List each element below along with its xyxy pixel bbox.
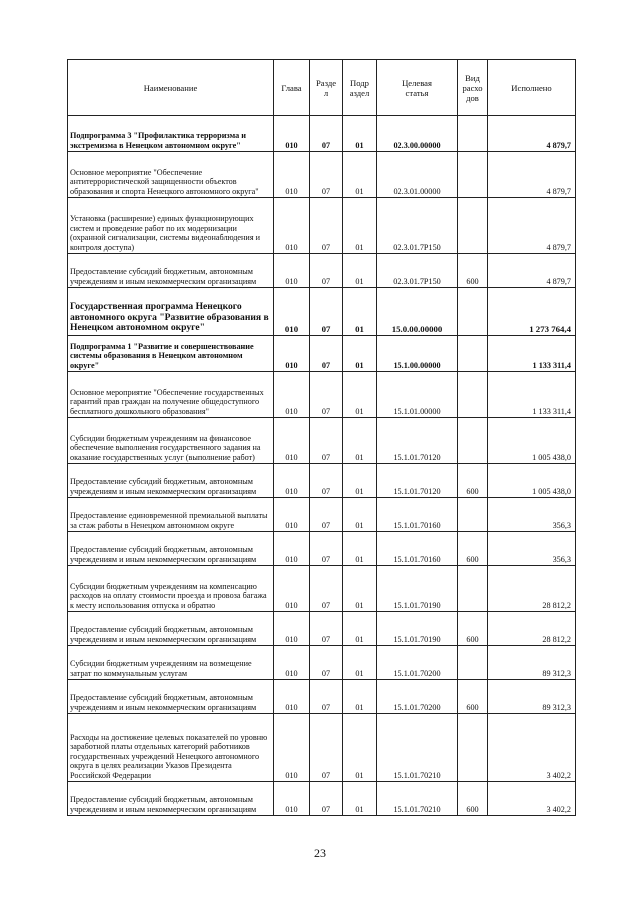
row-vid-raskhodov: 600 xyxy=(458,254,488,288)
row-podrazdel: 01 xyxy=(343,152,377,198)
row-razdel: 07 xyxy=(310,498,343,532)
row-name: Предоставление субсидий бюджетным, автономным учреждениям и иным некоммерческим организациям xyxy=(68,464,274,498)
row-glava: 010 xyxy=(274,288,310,336)
row-razdel: 07 xyxy=(310,612,343,646)
row-name: Предоставление субсидий бюджетным, автономным учреждениям и иным некоммерческим организациям xyxy=(68,254,274,288)
row-glava: 010 xyxy=(274,714,310,782)
row-glava: 010 xyxy=(274,680,310,714)
row-tselevaya-statya: 15.0.00.00000 xyxy=(377,288,458,336)
row-vid-raskhodov xyxy=(458,288,488,336)
row-vid-raskhodov xyxy=(458,498,488,532)
header-ispolneno: Исполнено xyxy=(488,60,576,116)
row-ispolneno: 3 402,2 xyxy=(488,714,576,782)
table-row xyxy=(68,372,576,418)
table-header-row xyxy=(68,60,576,116)
row-glava: 010 xyxy=(274,612,310,646)
row-vid-raskhodov xyxy=(458,714,488,782)
page-number: 23 xyxy=(314,846,326,860)
row-ispolneno: 3 402,2 xyxy=(488,782,576,816)
row-razdel: 07 xyxy=(310,288,343,336)
row-podrazdel: 01 xyxy=(343,288,377,336)
table-row xyxy=(68,288,576,336)
row-ispolneno: 1 005 438,0 xyxy=(488,464,576,498)
table-row xyxy=(68,254,576,288)
row-podrazdel: 01 xyxy=(343,254,377,288)
row-razdel: 07 xyxy=(310,198,343,254)
row-vid-raskhodov: 600 xyxy=(458,782,488,816)
table-body xyxy=(68,116,576,816)
row-ispolneno: 89 312,3 xyxy=(488,680,576,714)
row-vid-raskhodov xyxy=(458,646,488,680)
header-glava: Глава xyxy=(274,60,310,116)
row-podrazdel: 01 xyxy=(343,418,377,464)
row-ispolneno: 1 005 438,0 xyxy=(488,418,576,464)
row-razdel: 07 xyxy=(310,566,343,612)
row-name: Предоставление субсидий бюджетным, автономным учреждениям и иным некоммерческим организациям xyxy=(68,612,274,646)
row-tselevaya-statya: 02.3.01.00000 xyxy=(377,152,458,198)
row-name: Государственная программа Ненецкого автономного округа "Развитие образования в Ненецком автономном округе" xyxy=(68,288,274,336)
row-podrazdel: 01 xyxy=(343,680,377,714)
row-razdel: 07 xyxy=(310,680,343,714)
row-tselevaya-statya: 15.1.01.70200 xyxy=(377,680,458,714)
row-podrazdel: 01 xyxy=(343,372,377,418)
row-podrazdel: 01 xyxy=(343,646,377,680)
row-razdel: 07 xyxy=(310,782,343,816)
row-ispolneno: 1 273 764,4 xyxy=(488,288,576,336)
row-podrazdel: 01 xyxy=(343,336,377,372)
row-podrazdel: 01 xyxy=(343,464,377,498)
row-razdel: 07 xyxy=(310,254,343,288)
row-glava: 010 xyxy=(274,646,310,680)
row-podrazdel: 01 xyxy=(343,116,377,152)
row-glava: 010 xyxy=(274,116,310,152)
table-row xyxy=(68,566,576,612)
table-row xyxy=(68,498,576,532)
row-name: Подпрограмма 3 "Профилактика терроризма и экстремизма в Ненецком автономном округе" xyxy=(68,116,274,152)
table-row xyxy=(68,714,576,782)
table-row xyxy=(68,198,576,254)
row-vid-raskhodov xyxy=(458,372,488,418)
row-name: Субсидии бюджетным учреждениям на финансовое обеспечение выполнения государственного задания на оказание государственных услуг (выполнение работ) xyxy=(68,418,274,464)
row-glava: 010 xyxy=(274,372,310,418)
row-ispolneno: 28 812,2 xyxy=(488,566,576,612)
row-ispolneno: 89 312,3 xyxy=(488,646,576,680)
row-name: Установка (расширение) единых функционирующих систем и проведение работ по их модернизации (охранной сигнализации, системы видеонаблюдения и контроля доступа) xyxy=(68,198,274,254)
row-name: Основное мероприятие "Обеспечение государственных гарантий прав граждан на получение общедоступного бесплатного дошкольного образования" xyxy=(68,372,274,418)
table-row xyxy=(68,116,576,152)
row-name: Субсидии бюджетным учреждениям на компенсацию расходов на оплату стоимости проезда и провоза багажа к месту использования отпуска и обратно xyxy=(68,566,274,612)
row-razdel: 07 xyxy=(310,464,343,498)
table-row xyxy=(68,782,576,816)
row-podrazdel: 01 xyxy=(343,532,377,566)
table-row xyxy=(68,680,576,714)
row-glava: 010 xyxy=(274,532,310,566)
header-name: Наименование xyxy=(68,60,274,116)
row-razdel: 07 xyxy=(310,532,343,566)
row-glava: 010 xyxy=(274,152,310,198)
table-row xyxy=(68,612,576,646)
row-vid-raskhodov: 600 xyxy=(458,532,488,566)
row-glava: 010 xyxy=(274,498,310,532)
row-tselevaya-statya: 15.1.00.00000 xyxy=(377,336,458,372)
row-razdel: 07 xyxy=(310,646,343,680)
table-row xyxy=(68,646,576,680)
row-vid-raskhodov xyxy=(458,418,488,464)
row-razdel: 07 xyxy=(310,372,343,418)
row-ispolneno: 4 879,7 xyxy=(488,198,576,254)
row-tselevaya-statya: 02.3.01.7Р150 xyxy=(377,198,458,254)
row-ispolneno: 356,3 xyxy=(488,498,576,532)
row-name: Подпрограмма 1 "Развитие и совершенствование системы образования в Ненецком автономном округе" xyxy=(68,336,274,372)
row-tselevaya-statya: 02.3.00.00000 xyxy=(377,116,458,152)
table-row xyxy=(68,152,576,198)
row-name: Предоставление субсидий бюджетным, автономным учреждениям и иным некоммерческим организациям xyxy=(68,532,274,566)
row-glava: 010 xyxy=(274,782,310,816)
row-tselevaya-statya: 15.1.01.70200 xyxy=(377,646,458,680)
row-name: Расходы на достижение целевых показателей по уровню заработной платы отдельных категорий работников государственных учреждений Ненецкого автономного округа в целях реализации Указов Президента Российской Федерации xyxy=(68,714,274,782)
table-row xyxy=(68,464,576,498)
row-tselevaya-statya: 15.1.01.70210 xyxy=(377,782,458,816)
row-glava: 010 xyxy=(274,198,310,254)
header-vid-raskhodov: Вид расхо дов xyxy=(458,60,488,116)
row-tselevaya-statya: 15.1.01.70190 xyxy=(377,566,458,612)
row-ispolneno: 1 133 311,4 xyxy=(488,372,576,418)
row-podrazdel: 01 xyxy=(343,498,377,532)
row-vid-raskhodov xyxy=(458,336,488,372)
header-razdel: Разде л xyxy=(310,60,343,116)
row-podrazdel: 01 xyxy=(343,198,377,254)
row-vid-raskhodov xyxy=(458,566,488,612)
row-glava: 010 xyxy=(274,418,310,464)
row-tselevaya-statya: 15.1.01.70190 xyxy=(377,612,458,646)
budget-table-sheet xyxy=(67,59,575,816)
budget-table xyxy=(67,59,576,816)
table-row xyxy=(68,336,576,372)
row-ispolneno: 4 879,7 xyxy=(488,152,576,198)
row-name: Основное мероприятие "Обеспечение антитеррористической защищенности объектов образования и спорта Ненецкого автономного округа" xyxy=(68,152,274,198)
row-ispolneno: 356,3 xyxy=(488,532,576,566)
header-tselevaya-statya: Целевая статья xyxy=(377,60,458,116)
row-glava: 010 xyxy=(274,336,310,372)
row-razdel: 07 xyxy=(310,714,343,782)
row-name: Субсидии бюджетным учреждениям на возмещение затрат по коммунальным услугам xyxy=(68,646,274,680)
row-name: Предоставление единовременной премиальной выплаты за стаж работы в Ненецком автономном округе xyxy=(68,498,274,532)
row-ispolneno: 1 133 311,4 xyxy=(488,336,576,372)
table-row xyxy=(68,418,576,464)
row-tselevaya-statya: 15.1.01.70210 xyxy=(377,714,458,782)
row-vid-raskhodov xyxy=(458,198,488,254)
row-razdel: 07 xyxy=(310,116,343,152)
row-glava: 010 xyxy=(274,566,310,612)
row-tselevaya-statya: 02.3.01.7Р150 xyxy=(377,254,458,288)
row-tselevaya-statya: 15.1.01.70160 xyxy=(377,532,458,566)
row-name: Предоставление субсидий бюджетным, автономным учреждениям и иным некоммерческим организациям xyxy=(68,782,274,816)
row-glava: 010 xyxy=(274,464,310,498)
row-vid-raskhodov xyxy=(458,152,488,198)
row-glava: 010 xyxy=(274,254,310,288)
row-name: Предоставление субсидий бюджетным, автономным учреждениям и иным некоммерческим организациям xyxy=(68,680,274,714)
row-razdel: 07 xyxy=(310,418,343,464)
row-podrazdel: 01 xyxy=(343,612,377,646)
row-tselevaya-statya: 15.1.01.00000 xyxy=(377,372,458,418)
row-tselevaya-statya: 15.1.01.70120 xyxy=(377,418,458,464)
row-tselevaya-statya: 15.1.01.70120 xyxy=(377,464,458,498)
row-podrazdel: 01 xyxy=(343,566,377,612)
row-vid-raskhodov xyxy=(458,116,488,152)
row-razdel: 07 xyxy=(310,152,343,198)
row-vid-raskhodov: 600 xyxy=(458,680,488,714)
row-vid-raskhodov: 600 xyxy=(458,612,488,646)
table-row xyxy=(68,532,576,566)
row-podrazdel: 01 xyxy=(343,782,377,816)
row-ispolneno: 4 879,7 xyxy=(488,116,576,152)
row-podrazdel: 01 xyxy=(343,714,377,782)
row-ispolneno: 28 812,2 xyxy=(488,612,576,646)
header-podrazdel: Подр аздел xyxy=(343,60,377,116)
row-tselevaya-statya: 15.1.01.70160 xyxy=(377,498,458,532)
row-ispolneno: 4 879,7 xyxy=(488,254,576,288)
row-razdel: 07 xyxy=(310,336,343,372)
row-vid-raskhodov: 600 xyxy=(458,464,488,498)
